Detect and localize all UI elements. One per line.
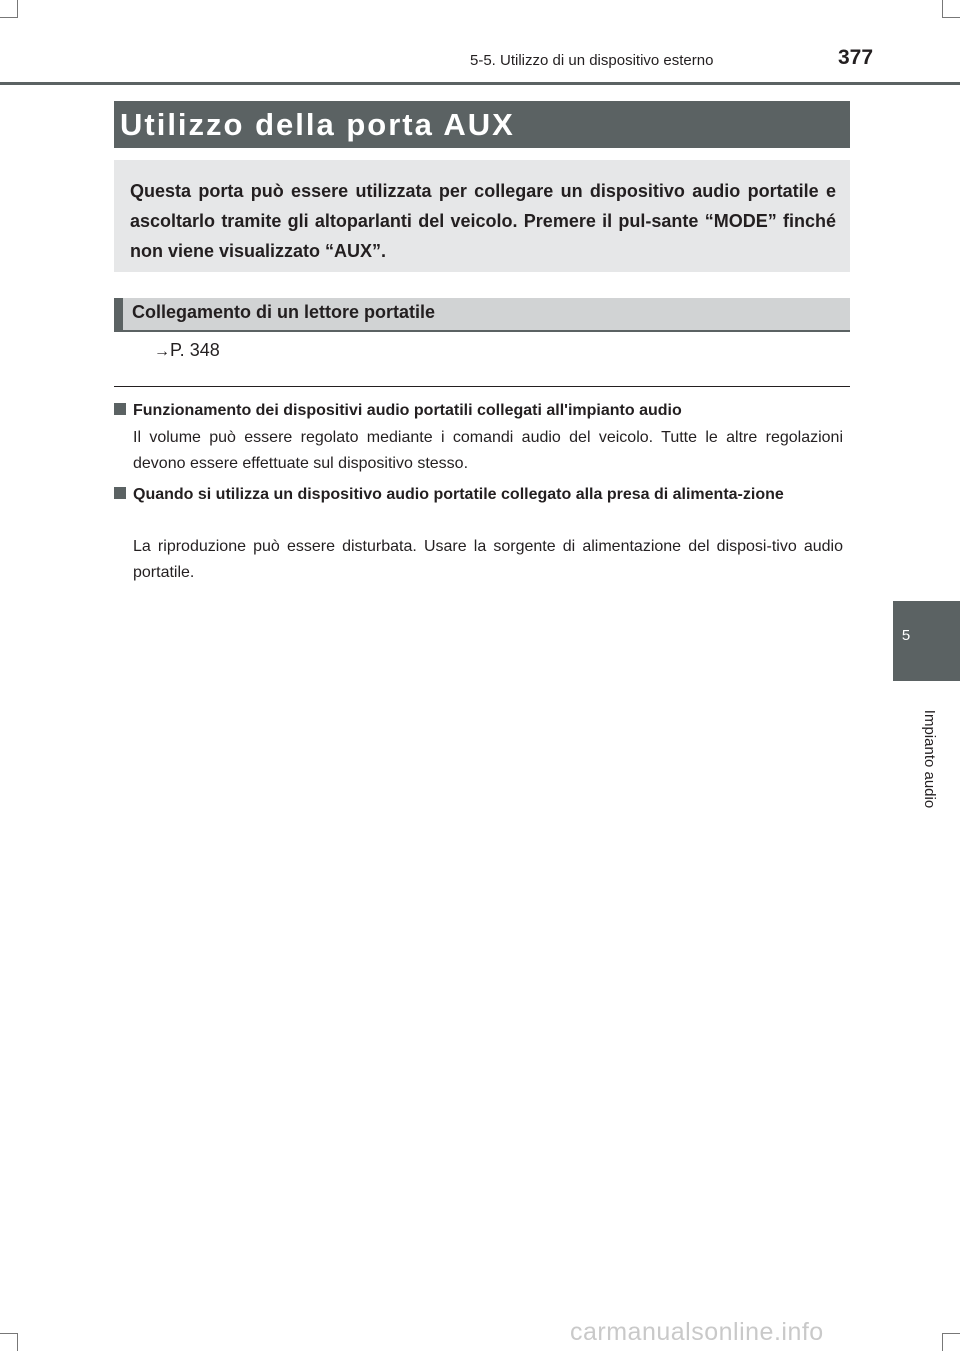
intro-box	[114, 160, 850, 272]
page-reference[interactable]	[154, 340, 220, 361]
intro-text: Questa porta può essere utilizzata per collegare un dispositivo audio portatile e ascoltarlo tramite gli altoparlanti del veicolo. Premere il pul-sante “MODE” finché non viene visualizzato “AUX”.	[130, 181, 836, 261]
page-title: Utilizzo della porta AUX	[120, 107, 515, 142]
watermark: carmanualsonline.info	[570, 1318, 824, 1346]
crop-mark	[0, 17, 18, 18]
crop-mark	[942, 0, 943, 18]
header-rule	[0, 82, 960, 85]
crop-mark	[17, 0, 18, 18]
page-title-bar	[114, 101, 850, 148]
crop-mark	[942, 1333, 943, 1351]
crop-mark	[942, 1333, 960, 1334]
crop-mark	[942, 17, 960, 18]
page-reference-text: P. 348	[170, 340, 220, 360]
chapter-tab[interactable]	[893, 601, 960, 681]
subheading-marker	[114, 298, 123, 330]
arrow-right-icon: →	[154, 343, 170, 360]
note-heading	[114, 399, 854, 423]
page-number: 377	[838, 46, 874, 69]
note-heading-text: Funzionamento dei dispositivi audio portatili collegati all'impianto audio	[133, 402, 682, 419]
note-heading	[114, 483, 836, 507]
running-header-section: 5-5. Utilizzo di un dispositivo esterno	[470, 52, 714, 69]
section-subheading	[114, 298, 850, 332]
note-body: La riproduzione può essere disturbata. Usare la sorgente di alimentazione del disposi-tivo audio portatile.	[133, 538, 843, 581]
crop-mark	[0, 1333, 18, 1334]
subheading-text: Collegamento di un lettore portatile	[132, 302, 436, 322]
divider	[114, 386, 850, 387]
chapter-number: 5	[901, 627, 911, 644]
square-bullet-icon	[114, 487, 126, 499]
crop-mark	[17, 1333, 18, 1351]
note-heading-text: Quando si utilizza un dispositivo audio portatile collegato alla presa di alimenta-zione	[133, 486, 784, 503]
square-bullet-icon	[114, 403, 126, 415]
chapter-label: Impianto audio	[921, 709, 938, 809]
note-body: Il volume può essere regolato mediante i comandi audio del veicolo. Tutte le altre regolazioni devono essere effettuate sul dispositivo stesso.	[133, 429, 843, 472]
